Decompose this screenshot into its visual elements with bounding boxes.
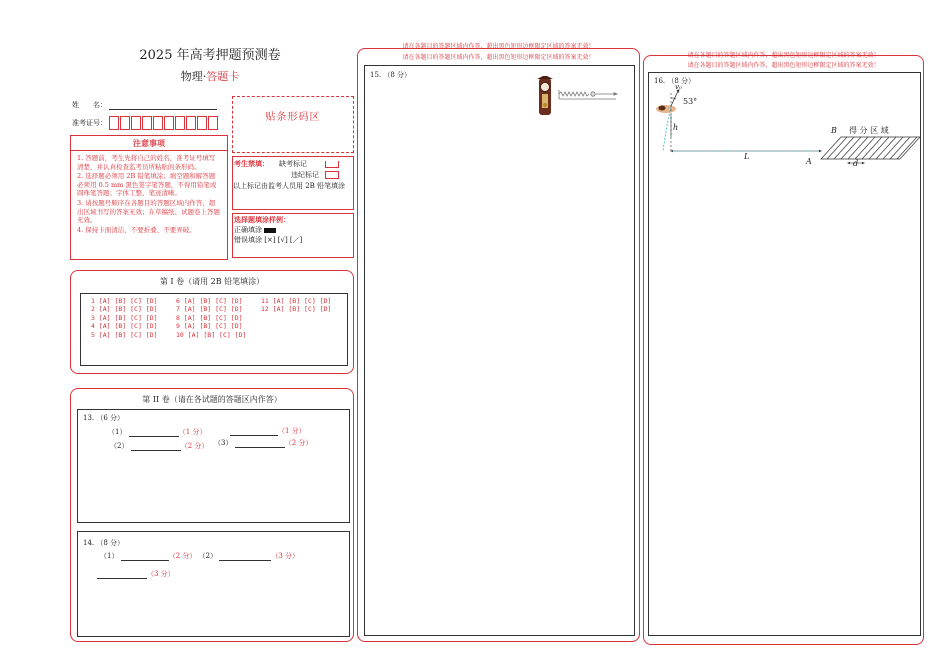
label-v0: v₀ <box>675 83 682 91</box>
sample-wrong-row <box>234 235 302 245</box>
part1-section <box>70 270 354 374</box>
absent-label: 缺考标记 <box>279 160 307 168</box>
id-cell[interactable] <box>186 116 196 130</box>
violation-label: 违纪标记 <box>291 171 319 179</box>
q13-p1b-score: （1 分） <box>278 427 306 435</box>
q16-title: 16. （8 分） <box>654 77 696 85</box>
q13-p2-label: （2） <box>110 442 129 450</box>
scoring-zone <box>821 137 920 159</box>
notice-title: 注意事项 <box>71 136 227 151</box>
q13-p2-score: （2 分） <box>180 442 209 450</box>
q13-p3-label: （3） <box>214 439 233 447</box>
part2-title: 第 II 卷（请在各试题的答题区内作答） <box>142 395 282 404</box>
id-cell[interactable] <box>197 116 207 130</box>
answer-sheet-label: 答题卡 <box>206 70 240 83</box>
filled-mark-icon <box>264 228 276 233</box>
mc-row[interactable]: 9 [A] [B] [C] [D] <box>176 322 243 331</box>
forbidden-note: 以上标记由监考人员用 2B 铅笔填涂 <box>233 182 346 190</box>
q13-p1-score: （1 分） <box>178 428 207 436</box>
q13-part1 <box>108 427 206 437</box>
id-label: 准考证号： <box>72 119 107 127</box>
id-cell[interactable] <box>153 116 163 130</box>
id-cell[interactable] <box>164 116 174 130</box>
q13-area[interactable] <box>77 409 350 523</box>
q16-section <box>643 52 924 645</box>
q14-p2-blank[interactable] <box>219 552 271 561</box>
q13-p1b-blank[interactable] <box>230 427 278 436</box>
label-angle: 53° <box>683 97 698 106</box>
q16-warning-top: 请在各题目的答题区域内作答，超出黑色矩形边框限定区域的答案无效！ <box>687 52 880 59</box>
id-row <box>72 116 219 130</box>
label-d: d <box>853 159 859 168</box>
q15-warning-top: 请在各题目的答题区域内作答，超出黑色矩形边框限定区域的答案无效！ <box>402 43 595 50</box>
part2-section <box>70 388 354 642</box>
q13-p1-blank[interactable] <box>129 428 179 437</box>
q14-title: 14. （8 分） <box>83 539 125 547</box>
id-cells[interactable] <box>109 119 219 127</box>
q13-p3-blank[interactable] <box>235 439 285 448</box>
q14-p1-blank[interactable] <box>121 552 169 561</box>
label-zone: 得 分 区 域 <box>849 126 889 135</box>
name-field[interactable] <box>109 101 217 110</box>
q15-figure <box>530 76 625 118</box>
sample-box <box>232 213 354 258</box>
notice-box <box>70 135 228 260</box>
mc-row[interactable]: 5 [A] [B] [C] [D] <box>91 330 158 339</box>
id-cell[interactable] <box>120 116 130 130</box>
subject-label: 物理· <box>180 70 207 83</box>
sample-correct-label: 正确填涂 <box>234 226 262 234</box>
label-A: A <box>806 157 812 166</box>
id-cell[interactable] <box>208 116 218 130</box>
q13-p2-blank[interactable] <box>131 442 181 451</box>
name-row <box>72 100 217 110</box>
mc-row[interactable]: 1 [A] [B] [C] [D] <box>91 297 158 305</box>
mc-row[interactable]: 7 [A] [B] [C] [D] <box>176 305 243 314</box>
notice-item: 4. 保持卡面清洁，不要折叠、不要弄破。 <box>77 225 196 234</box>
q15-warning: 请在各题目的答题区域内作答，超出黑色矩形边框限定区域的答案无效！ <box>402 54 595 61</box>
mc-col-3 <box>261 297 331 314</box>
q13-part1b <box>230 426 306 436</box>
hand-icon <box>656 105 676 113</box>
mc-col-2 <box>176 297 246 339</box>
mc-row[interactable]: 12 [A] [B] [C] [D] <box>261 305 332 314</box>
label-B: B <box>831 126 837 135</box>
label-L: L <box>744 152 750 161</box>
q14-area[interactable] <box>77 531 350 637</box>
mc-grid <box>80 293 348 366</box>
q13-title: 13. （6 分） <box>83 414 125 422</box>
exam-title: 2025 年高考押题预测卷 <box>139 48 281 63</box>
sample-wrong-marks: [×] [√] [／] <box>264 236 303 244</box>
q14-p1-score: （2 分） <box>168 552 197 560</box>
sample-wrong-label: 错误填涂 <box>234 236 262 244</box>
q13-p1-label: （1） <box>108 428 127 436</box>
mc-row[interactable]: 8 [A] [B] [C] [D] <box>176 313 243 322</box>
label-h: h <box>673 123 679 132</box>
forbidden-title: 考生禁填： <box>234 159 269 168</box>
trajectory-path <box>663 107 671 151</box>
id-cell[interactable] <box>175 116 185 130</box>
mc-row[interactable]: 4 [A] [B] [C] [D] <box>91 322 158 331</box>
id-cell[interactable] <box>109 116 119 130</box>
notice-item: 2. 选择题必须用 2B 铅笔填涂；填空题和解答题必须用 0.5 mm 黑色签字笔答题，不得用铅笔或圆珠笔答题；字体工整、笔迹清晰。 <box>77 172 217 198</box>
violation-mark[interactable] <box>325 171 339 179</box>
q16-warning: 请在各题目的答题区域内作答，超出黑色矩形边框限定区域的答案无效！ <box>687 62 880 69</box>
mc-row[interactable]: 11 [A] [B] [C] [D] <box>261 297 332 305</box>
q13-part3 <box>214 438 312 448</box>
q13-part2 <box>110 441 208 451</box>
q16-answer-area[interactable] <box>648 72 921 636</box>
q14-p2-label: （2） <box>198 552 218 560</box>
id-cell[interactable] <box>131 116 141 130</box>
mc-row[interactable]: 10 [A] [B] [C] [D] <box>176 330 247 339</box>
q14-p2-score: （3 分） <box>271 552 300 560</box>
notice-item: 1. 答题前，考生先将自己的姓名，准考证号填写清楚，并认真检查监考员所粘贴的条形码。 <box>77 154 216 171</box>
q15-title: 15. （8 分） <box>370 71 412 79</box>
q14-p3-blank[interactable] <box>97 570 147 579</box>
q15-section <box>357 43 640 642</box>
id-cell[interactable] <box>142 116 152 130</box>
notice-list <box>71 151 227 234</box>
q15-answer-area[interactable] <box>364 65 635 636</box>
pendulum-clock-icon <box>537 76 553 115</box>
sample-correct-row <box>234 225 276 235</box>
mc-row[interactable]: 2 [A] [B] [C] [D] <box>91 305 158 314</box>
spring-icon <box>559 90 617 99</box>
q14-p1-label: （1） <box>100 552 119 560</box>
barcode-area <box>232 96 354 153</box>
q14-part3 <box>97 569 175 579</box>
q13-p3-score: （2 分） <box>284 439 313 447</box>
subject-line <box>150 68 270 84</box>
q14-p3-score: （3 分） <box>147 570 175 578</box>
sample-title: 选择题填涂样例： <box>234 215 290 224</box>
q14-part1 <box>100 551 299 561</box>
mc-col-1 <box>91 297 158 339</box>
mc-row[interactable]: 6 [A] [B] [C] [D] <box>176 297 243 305</box>
barcode-label: 贴条形码区 <box>265 112 321 123</box>
forbidden-box <box>232 156 354 210</box>
absent-mark[interactable] <box>325 161 339 168</box>
notice-item: 3. 请按题号顺序在各题目的答题区域内作答，超出区域书写的答案无效；在草稿纸、试题卷上答题无效。 <box>77 198 220 225</box>
name-label: 姓 名： <box>72 101 107 109</box>
mc-row[interactable]: 3 [A] [B] [C] [D] <box>91 313 158 322</box>
part1-title: 第 I 卷（请用 2B 铅笔填涂） <box>159 277 265 286</box>
